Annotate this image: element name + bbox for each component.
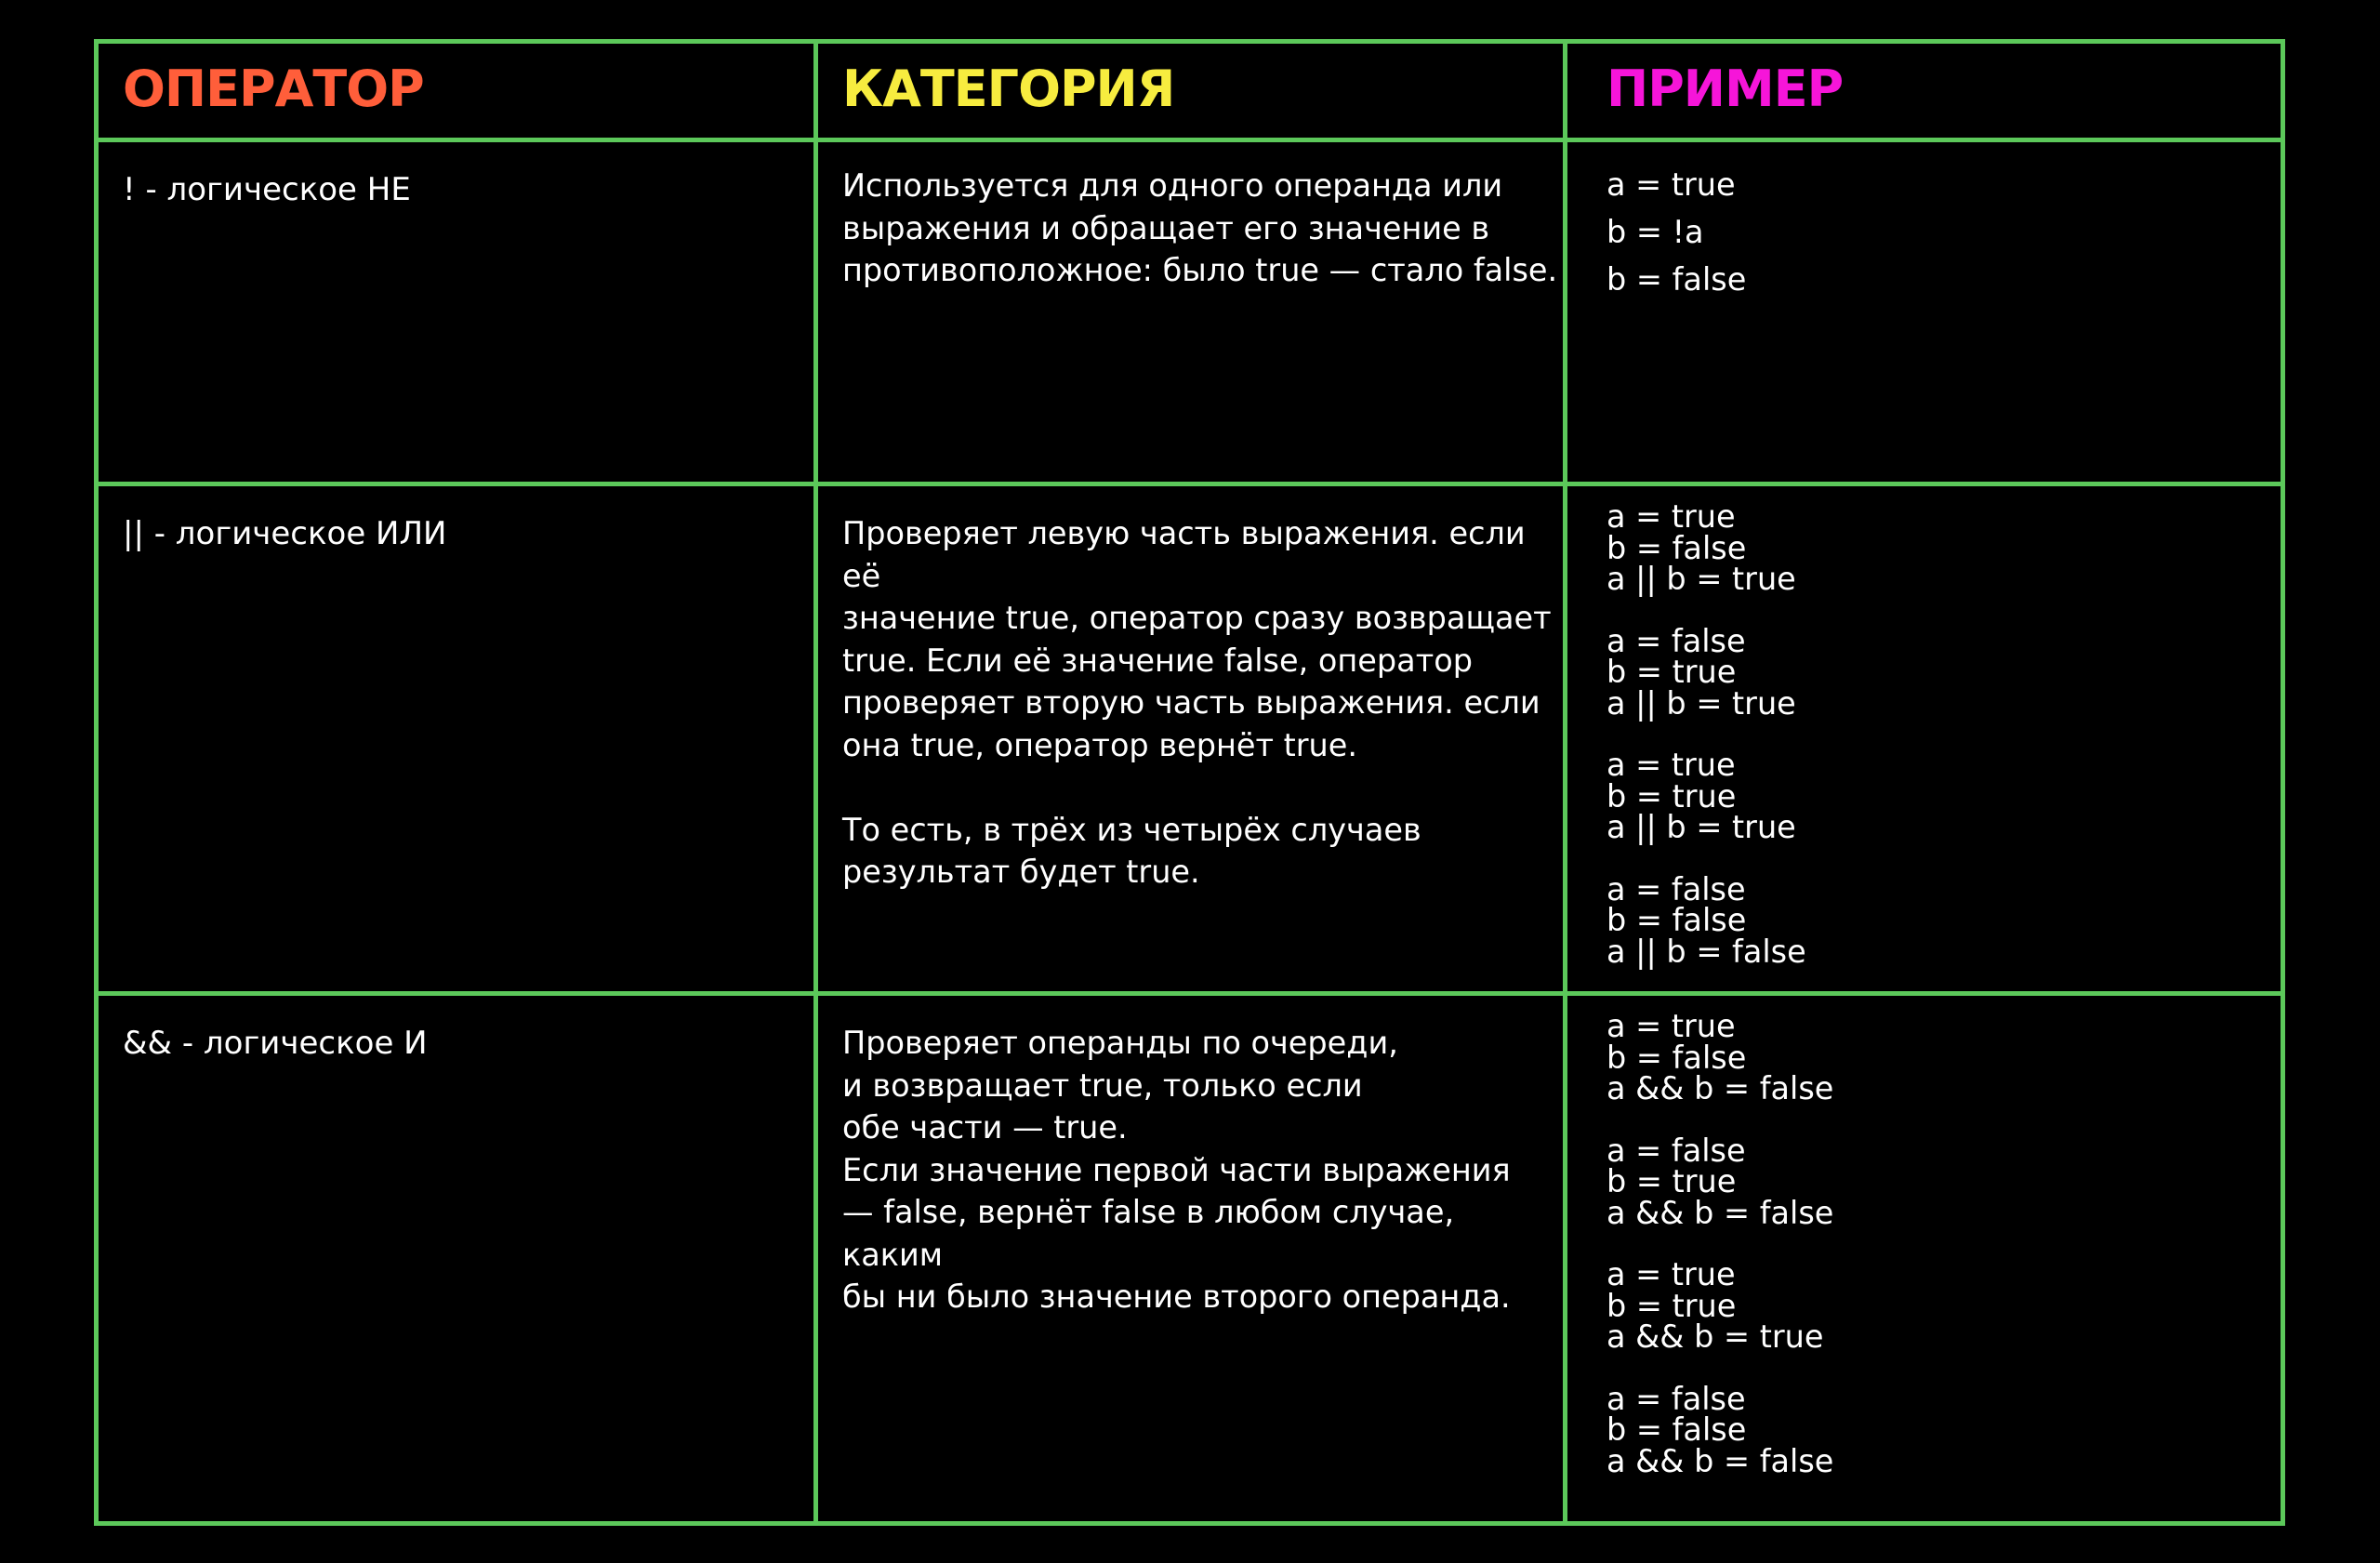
header-operator: ОПЕРАТОР [99, 44, 818, 142]
example-line: a && b = false [1606, 1194, 1834, 1231]
example-line: b = false [1606, 1039, 1747, 1076]
example-line: a || b = true [1606, 561, 1796, 597]
example-line: a = true [1606, 1256, 1736, 1292]
example-line: a = true [1606, 747, 1736, 783]
row-1-operator: ! - логическое НЕ [99, 142, 818, 486]
operators-table [94, 39, 2285, 1526]
example-line: a || b = true [1606, 809, 1796, 845]
example-group [1606, 498, 2281, 597]
example-line: a || b = false [1606, 933, 1806, 970]
example-line: b = true [1606, 1163, 1737, 1199]
example-line: b = false [1606, 529, 1747, 566]
example-line: a = false [1606, 1380, 1746, 1417]
row-3-description: Проверяет операнды по очереди, и возвращает true, только если обе части — true. Если значение первой части выражения — false, вернёт false в любом случае, каким бы ни было значение второго операнда. [818, 996, 1567, 1521]
example-line: a && b = true [1606, 1318, 1824, 1355]
example-line: a || b = true [1606, 684, 1796, 722]
example-line: a && b = false [1606, 1442, 1834, 1479]
example-group [1606, 1008, 2281, 1106]
example-line: a = true [1606, 498, 1736, 535]
example-line: b = false [1606, 261, 1747, 298]
example-group [1606, 1132, 2281, 1231]
row-1-description: Используется для одного операнда или выражения и обращает его значение в противоположное: было true — стало false. [818, 142, 1567, 486]
example-line: b = true [1606, 777, 1737, 815]
example-line: b = false [1606, 1411, 1747, 1448]
example-line: a = true [1606, 1008, 1736, 1044]
row-2-description: Проверяет левую часть выражения. если её значение true, оператор сразу возвращает true. Если её значение false, оператор проверяет вторую часть выражения. если она true, оператор вернёт true. То есть, в трёх из четырёх случаев результат будет true. [818, 486, 1567, 996]
example-line: a && b = false [1606, 1070, 1834, 1106]
example-line: a = false [1606, 1132, 1746, 1169]
example-line: b = false [1606, 902, 1747, 938]
example-line: a = false [1606, 870, 1746, 907]
row-3-operator: && - логическое И [99, 996, 818, 1521]
header-example: ПРИМЕР [1567, 44, 2281, 142]
example-group [1606, 1256, 2281, 1355]
example-line: b = true [1606, 1287, 1737, 1324]
example-line: a = false [1606, 622, 1746, 659]
example-group [1606, 248, 2281, 311]
header-category: КАТЕГОРИЯ [818, 44, 1567, 142]
row-3-examples [1567, 996, 2281, 1521]
example-line: a = true [1606, 166, 1736, 203]
example-group [1606, 749, 2281, 843]
row-2-examples [1567, 486, 2281, 996]
example-group [1606, 622, 2281, 722]
example-group [1606, 870, 2281, 970]
row-2-operator: || - логическое ИЛИ [99, 486, 818, 996]
row-1-examples [1567, 142, 2281, 486]
example-group [1606, 1380, 2281, 1479]
example-line: b = !a [1606, 214, 1704, 250]
example-line: b = true [1606, 654, 1737, 690]
